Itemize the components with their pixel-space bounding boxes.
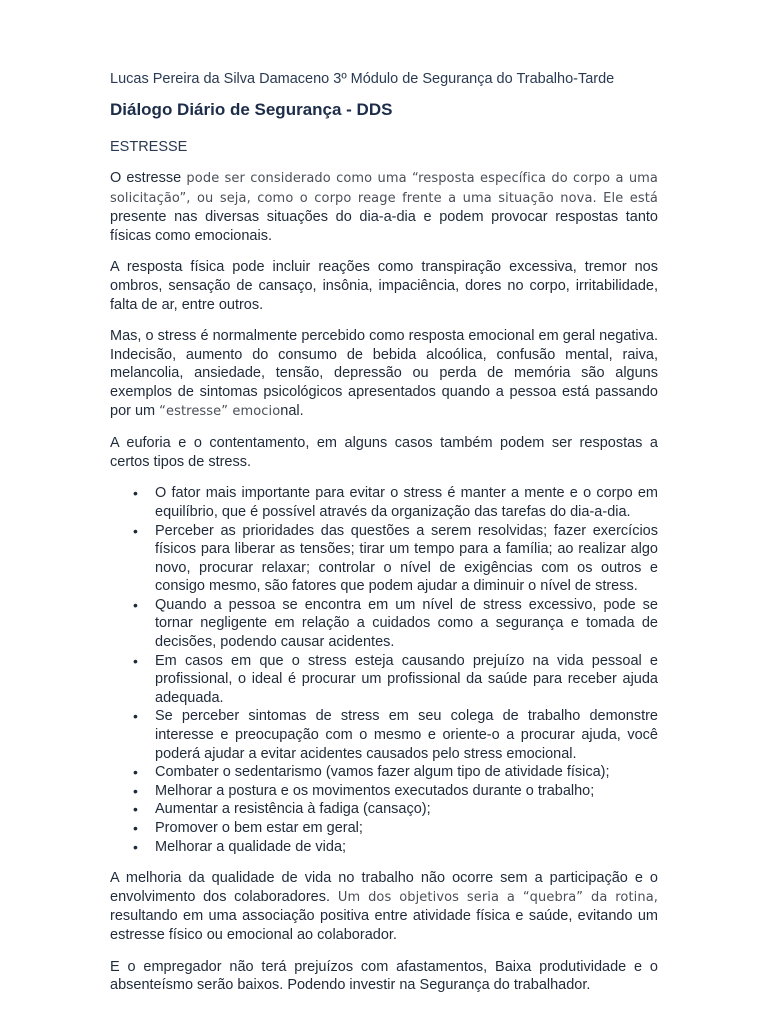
list-item-text: Promover o bem estar em geral;	[155, 820, 363, 836]
bullet-icon: •	[133, 838, 138, 855]
list-item-text: Melhorar a postura e os movimentos executados durante o trabalho;	[155, 782, 595, 799]
list-item	[133, 800, 658, 819]
paragraph-quality-quote: Um dos objetivos seria a “quebra” da rotina,	[330, 889, 658, 905]
paragraph-emotional-response	[110, 327, 658, 421]
bullet-icon: •	[133, 652, 138, 669]
bullet-icon: •	[133, 764, 138, 781]
bullet-icon: •	[133, 596, 138, 613]
paragraph-emotional-quote: “estresse” emocio	[159, 403, 281, 419]
paragraph-quality-of-life	[110, 869, 658, 944]
bullet-icon: •	[133, 485, 138, 502]
list-item-text: Aumentar a resistência à fadiga (cansaço);	[155, 801, 431, 818]
list-item-text: Quando a pessoa se encontra em um nível de stress excessivo, pode se tornar negligente em relação a cuidados como a segurança e tomada de decisões, podendo causar acidentes.	[155, 596, 658, 651]
author-line: Lucas Pereira da Silva Damaceno 3º Módulo de Segurança do Trabalho-Tarde	[110, 71, 615, 87]
paragraph-intro-rest: presente nas diversas situações do dia-a-dia e podem provocar respostas tanto físicas como emocionais.	[110, 209, 658, 244]
list-item-text: Combater o sedentarismo (vamos fazer algum tipo de atividade física);	[155, 764, 610, 781]
page-title: Diálogo Diário de Segurança - DDS	[110, 100, 393, 119]
bullet-icon: •	[133, 708, 138, 725]
list-item-text: Se perceber sintomas de stress em seu colega de trabalho demonstre interesse e preocupação com o mesmo e oriente-o a procurar ajuda, você poderá ajudar a evitar acidentes causados pelo stress emocional.	[155, 708, 658, 762]
paragraph-emotional-main: Mas, o stress é normalmente percebido como resposta emocional em geral negativa. Indecisão, aumento do consumo de bebida alcoólica, confusão mental, raiva, melancolia, ansiedade, tensão, depressão ou perda de memória são alguns exemplos de sintomas psicológicos apresentados quando a pessoa está passando por um	[110, 328, 658, 419]
paragraph-physical-response: A resposta física pode incluir reações como transpiração excessiva, tremor nos ombros, sensação de cansaço, insônia, impaciência, dores no corpo, irritabilidade, falta de ar, entre outros.	[110, 259, 658, 313]
section-heading: ESTRESSE	[110, 139, 188, 155]
list-item	[133, 484, 658, 521]
list-item	[133, 522, 658, 596]
list-item	[133, 819, 658, 838]
paragraph-emotional-end: nal.	[280, 402, 304, 419]
paragraph-intro-lead: O estresse	[110, 170, 182, 186]
bullet-list	[110, 484, 658, 856]
bullet-icon: •	[133, 782, 138, 799]
list-item-text: Em casos em que o stress esteja causando prejuízo na vida pessoal e profissional, o ideal é procurar um profissional da saúde para receber ajuda adequada.	[155, 652, 658, 706]
list-item-text: O fator mais importante para evitar o stress é manter a mente e o corpo em equilíbrio, que é possível através da organização das tarefas do dia-a-dia.	[155, 485, 658, 520]
paragraph-quality-main: A melhoria da qualidade de vida no trabalho não ocorre sem a participação e o envolvimento dos colaboradores.	[110, 870, 658, 905]
bullet-icon: •	[133, 820, 138, 836]
paragraph-employer: E o empregador não terá prejuízos com afastamentos, Baixa produtividade e o absenteísmo serão baixos. Podendo investir na Segurança do trabalhador.	[110, 958, 658, 994]
list-item	[133, 707, 658, 763]
bullet-icon: •	[133, 801, 138, 818]
list-item	[133, 763, 658, 782]
paragraph-intro-quote: pode ser considerado como uma “resposta específica do corpo a uma solicitação”, ou seja, como o corpo reage frente a uma situação nova. Ele está	[110, 171, 658, 206]
bullet-icon: •	[133, 522, 138, 539]
paragraph-intro	[110, 169, 658, 245]
list-item	[133, 596, 658, 652]
list-item-text: Melhorar a qualidade de vida;	[155, 838, 347, 855]
list-item	[133, 838, 658, 857]
list-item-text: Perceber as prioridades das questões a serem resolvidas; fazer exercícios físicos para liberar as tensões; tirar um tempo para a família; ao realizar algo novo, procurar relaxar; controlar o nível de exigências com os outros e consigo mesmo, são fatores que podem ajudar a diminuir o nível de stress.	[155, 522, 658, 595]
list-item	[133, 652, 658, 708]
paragraph-euphoria: A euforia e o contentamento, em alguns casos também podem ser respostas a certos tipos de stress.	[110, 435, 658, 470]
paragraph-quality-rest: resultando em uma associação positiva entre atividade física e saúde, evitando um estresse físico ou emocional ao colaborador.	[110, 908, 658, 943]
list-item	[133, 782, 658, 801]
